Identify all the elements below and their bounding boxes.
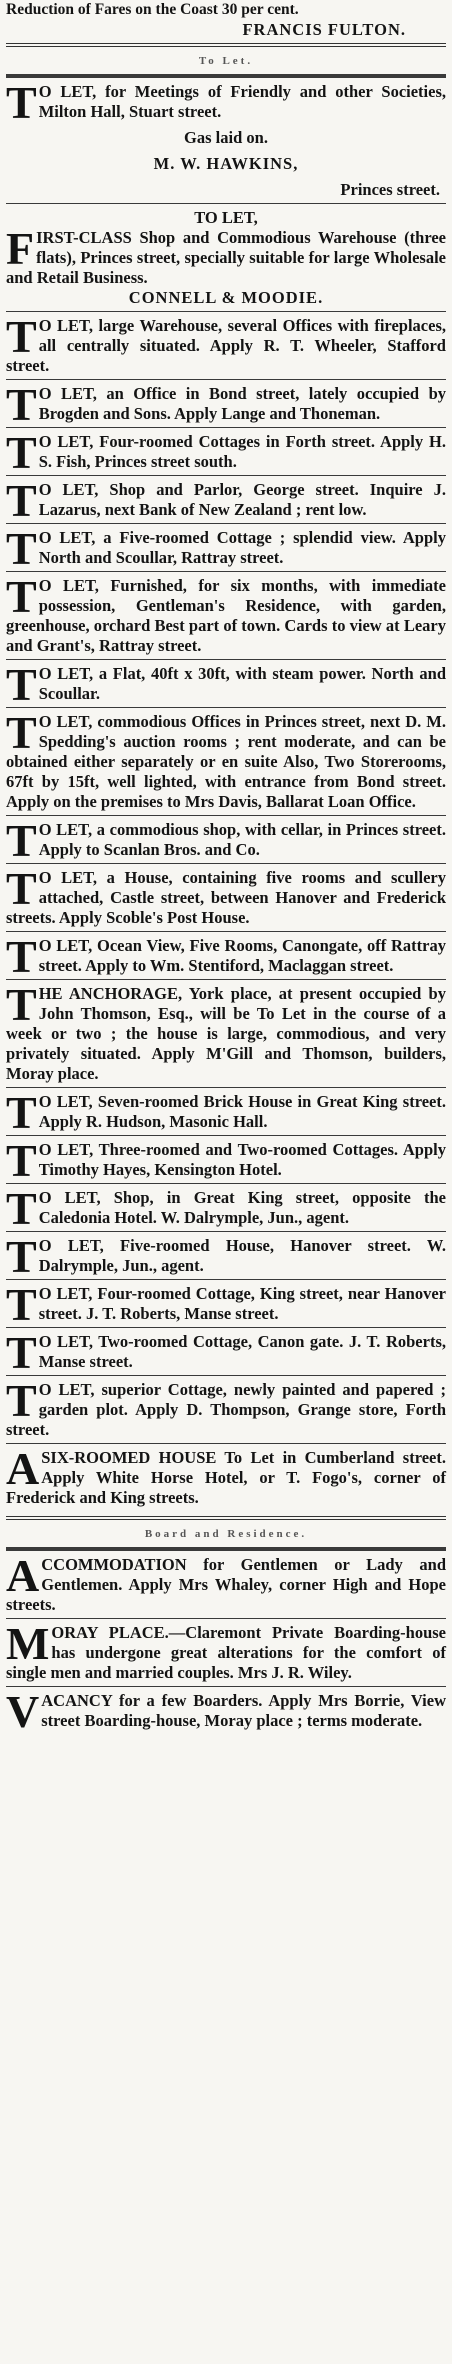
divider [6, 931, 446, 932]
ad-heading: TO LET, [194, 208, 258, 227]
ad-milton-hall [6, 77, 446, 200]
drop-cap: T [6, 707, 37, 758]
ad-the-anchorage [6, 979, 446, 1084]
drop-cap: T [6, 1327, 37, 1378]
divider [6, 1516, 446, 1520]
drop-cap: T [6, 1279, 37, 1330]
ad-text: O LET, a House, containing five rooms and scullery attached, Castle street, between Hanover and Frederick streets. Apply Scoble's Post House. [6, 868, 446, 927]
drop-cap: T [6, 1135, 37, 1186]
ad-great-king-street-shop [6, 1183, 446, 1234]
ad-signature: M. W. HAWKINS, [153, 154, 299, 173]
divider [6, 1686, 446, 1687]
ad-text: O LET, Three-roomed and Two-roomed Cottages. Apply Timothy Hayes, Kensington Hotel. [38, 1140, 446, 1179]
ad-text: ORAY PLACE.—Claremont Private Boarding-house has undergone great alterations for the comfort of single men and married couples. Mrs J. R. Wiley. [6, 1623, 446, 1682]
ad-text: O LET, a commodious shop, with cellar, in Princes street. Apply to Scanlan Bros. and Co. [38, 820, 446, 859]
divider [6, 979, 446, 980]
ad-first-class-shop [6, 208, 446, 308]
ad-signature: CONNELL & MOODIE. [128, 288, 324, 307]
fulton-signature: FRANCIS FULTON. [242, 20, 406, 39]
divider [6, 1231, 446, 1232]
divider [6, 571, 446, 572]
divider [6, 863, 446, 864]
divider [6, 311, 446, 312]
ad-text: SIX-ROOMED HOUSE To Let in Cumberland street. Apply White Horse Hotel, or T. Fogo's, corner of Frederick and King streets. [6, 1448, 446, 1507]
board-section-heading: Board and Residence. [144, 1528, 308, 1540]
ad-text: O LET, for Meetings of Friendly and other Societies, Milton Hall, Stuart street. [38, 82, 446, 121]
drop-cap: T [6, 863, 37, 914]
drop-cap: V [6, 1686, 40, 1737]
divider [6, 1327, 446, 1328]
ad-note: Gas laid on. [184, 128, 268, 147]
drop-cap: T [6, 379, 37, 430]
ad-text: O LET, large Warehouse, several Offices with fireplaces, all centrally situated. Apply R. T. Wheeler, Stafford street. [6, 316, 446, 375]
divider [6, 379, 446, 380]
drop-cap: T [6, 475, 37, 526]
divider [6, 707, 446, 708]
ad-ocean-view [6, 931, 446, 982]
divider [6, 427, 446, 428]
drop-cap: T [6, 931, 37, 982]
drop-cap: T [6, 1231, 37, 1282]
ad-text: O LET, Shop, in Great King street, opposite the Caledonia Hotel. W. Dalrymple, Jun., agent. [38, 1188, 446, 1227]
drop-cap: T [6, 427, 37, 478]
drop-cap: M [6, 1618, 50, 1669]
ad-text: IRST-CLASS Shop and Commodious Warehouse (three flats), Princes street, specially suitable for large Wholesale and Retail Business. [6, 228, 446, 287]
drop-cap: T [6, 815, 37, 866]
ad-canongate-cottage [6, 1327, 446, 1378]
ad-address: Princes street. [340, 180, 440, 199]
ad-brick-house [6, 1087, 446, 1138]
ad-vacancy-boarders [6, 1686, 446, 1737]
divider [6, 1443, 446, 1444]
ad-forth-street-cottages [6, 427, 446, 478]
ad-text: O LET, Ocean View, Five Rooms, Canongate, off Rattray street. Apply to Wm. Stentiford, Maclaggan street. [38, 936, 446, 975]
ad-six-roomed-house [6, 1443, 446, 1508]
ad-shop-and-parlor [6, 475, 446, 526]
drop-cap: T [6, 571, 37, 622]
drop-cap: T [6, 1087, 37, 1138]
drop-cap: T [6, 659, 37, 710]
divider [6, 1618, 446, 1619]
ad-princes-street-offices [6, 707, 446, 812]
ad-text: CCOMMODATION for Gentlemen or Lady and Gentlemen. Apply Mrs Whaley, corner High and Hope streets. [6, 1555, 446, 1614]
divider [6, 1279, 446, 1280]
ad-bond-street-office [6, 379, 446, 430]
ad-text: O LET, Two-roomed Cottage, Canon gate. J. T. Roberts, Manse street. [38, 1332, 446, 1371]
ad-text: O LET, a Flat, 40ft x 30ft, with steam power. North and Scoullar. [38, 664, 446, 703]
to-let-section-heading: To Let. [198, 55, 254, 67]
ad-text: O LET, an Office in Bond street, lately occupied by Brogden and Sons. Apply Lange and Thoneman. [38, 384, 446, 423]
divider [6, 523, 446, 524]
ad-text: ACANCY for a few Boarders. Apply Mrs Borrie, View street Boarding-house, Moray place ; terms moderate. [41, 1691, 446, 1730]
ad-five-roomed-cottage [6, 523, 446, 574]
ad-text: O LET, superior Cottage, newly painted and papered ; garden plot. Apply D. Thompson, Grange store, Forth street. [6, 1380, 446, 1439]
drop-cap: T [6, 979, 37, 1030]
ad-castle-street-house [6, 863, 446, 928]
ad-text: O LET, Four-roomed Cottage, King street, near Hanover street. J. T. Roberts, Manse street. [38, 1284, 446, 1323]
drop-cap: A [6, 1550, 40, 1601]
ad-text: O LET, commodious Offices in Princes street, next D. M. Spedding's auction rooms ; rent moderate, and can be obtained either separately or en suite Also, Two Storerooms, 67ft by 15ft, well lighted, with entrance from Bond street. Apply on the premises to Mrs Davis, Ballarat Loan Office. [6, 712, 446, 811]
ad-kensington-cottages [6, 1135, 446, 1186]
drop-cap: F [6, 223, 35, 274]
ad-furnished-residence [6, 571, 446, 656]
ad-king-street-cottage [6, 1279, 446, 1330]
drop-cap: T [6, 1183, 37, 1234]
drop-cap: A [6, 1443, 40, 1494]
ad-text: O LET, Four-roomed Cottages in Forth street. Apply H. S. Fish, Princes street south. [38, 432, 446, 471]
divider [6, 203, 446, 204]
divider [6, 1135, 446, 1136]
divider [6, 74, 446, 78]
divider [6, 1087, 446, 1088]
divider [6, 475, 446, 476]
ad-warehouse [6, 311, 446, 376]
fare-reduction-line: Reduction of Fares on the Coast 30 per cent. [6, 1, 299, 18]
ad-hanover-street-house [6, 1231, 446, 1282]
drop-cap: T [6, 311, 37, 362]
ad-text: O LET, Seven-roomed Brick House in Great King street. Apply R. Hudson, Masonic Hall. [38, 1092, 446, 1131]
divider [6, 659, 446, 660]
ad-text: O LET, a Five-roomed Cottage ; splendid view. Apply North and Scoullar, Rattray street. [38, 528, 446, 567]
ad-shop-with-cellar [6, 815, 446, 866]
divider [6, 1547, 446, 1551]
ad-superior-cottage [6, 1375, 446, 1440]
divider [6, 1183, 446, 1184]
ad-text: O LET, Five-roomed House, Hanover street. W. Dalrymple, Jun., agent. [38, 1236, 446, 1275]
ad-moray-place-boarding [6, 1618, 446, 1683]
ad-text: HE ANCHORAGE, York place, at present occupied by John Thomson, Esq., will be To Let in the course of a week or two ; the house is large, commodious, and very privately situated. Apply M'Gill and Thomson, builders, Moray place. [6, 984, 446, 1083]
ad-text: O LET, Furnished, for six months, with immediate possession, Gentleman's Residence, with garden, greenhouse, orchard Best part of town. Cards to view at Leary and Grant's, Rattray street. [6, 576, 446, 655]
ad-accommodation [6, 1550, 446, 1615]
drop-cap: T [6, 523, 37, 574]
ad-text: O LET, Shop and Parlor, George street. Inquire J. Lazarus, next Bank of New Zealand ; rent low. [38, 480, 446, 519]
divider [6, 815, 446, 816]
drop-cap: T [6, 1375, 37, 1426]
divider [6, 1375, 446, 1376]
ad-flat-steam-power [6, 659, 446, 710]
divider [6, 43, 446, 47]
drop-cap: T [6, 77, 37, 128]
